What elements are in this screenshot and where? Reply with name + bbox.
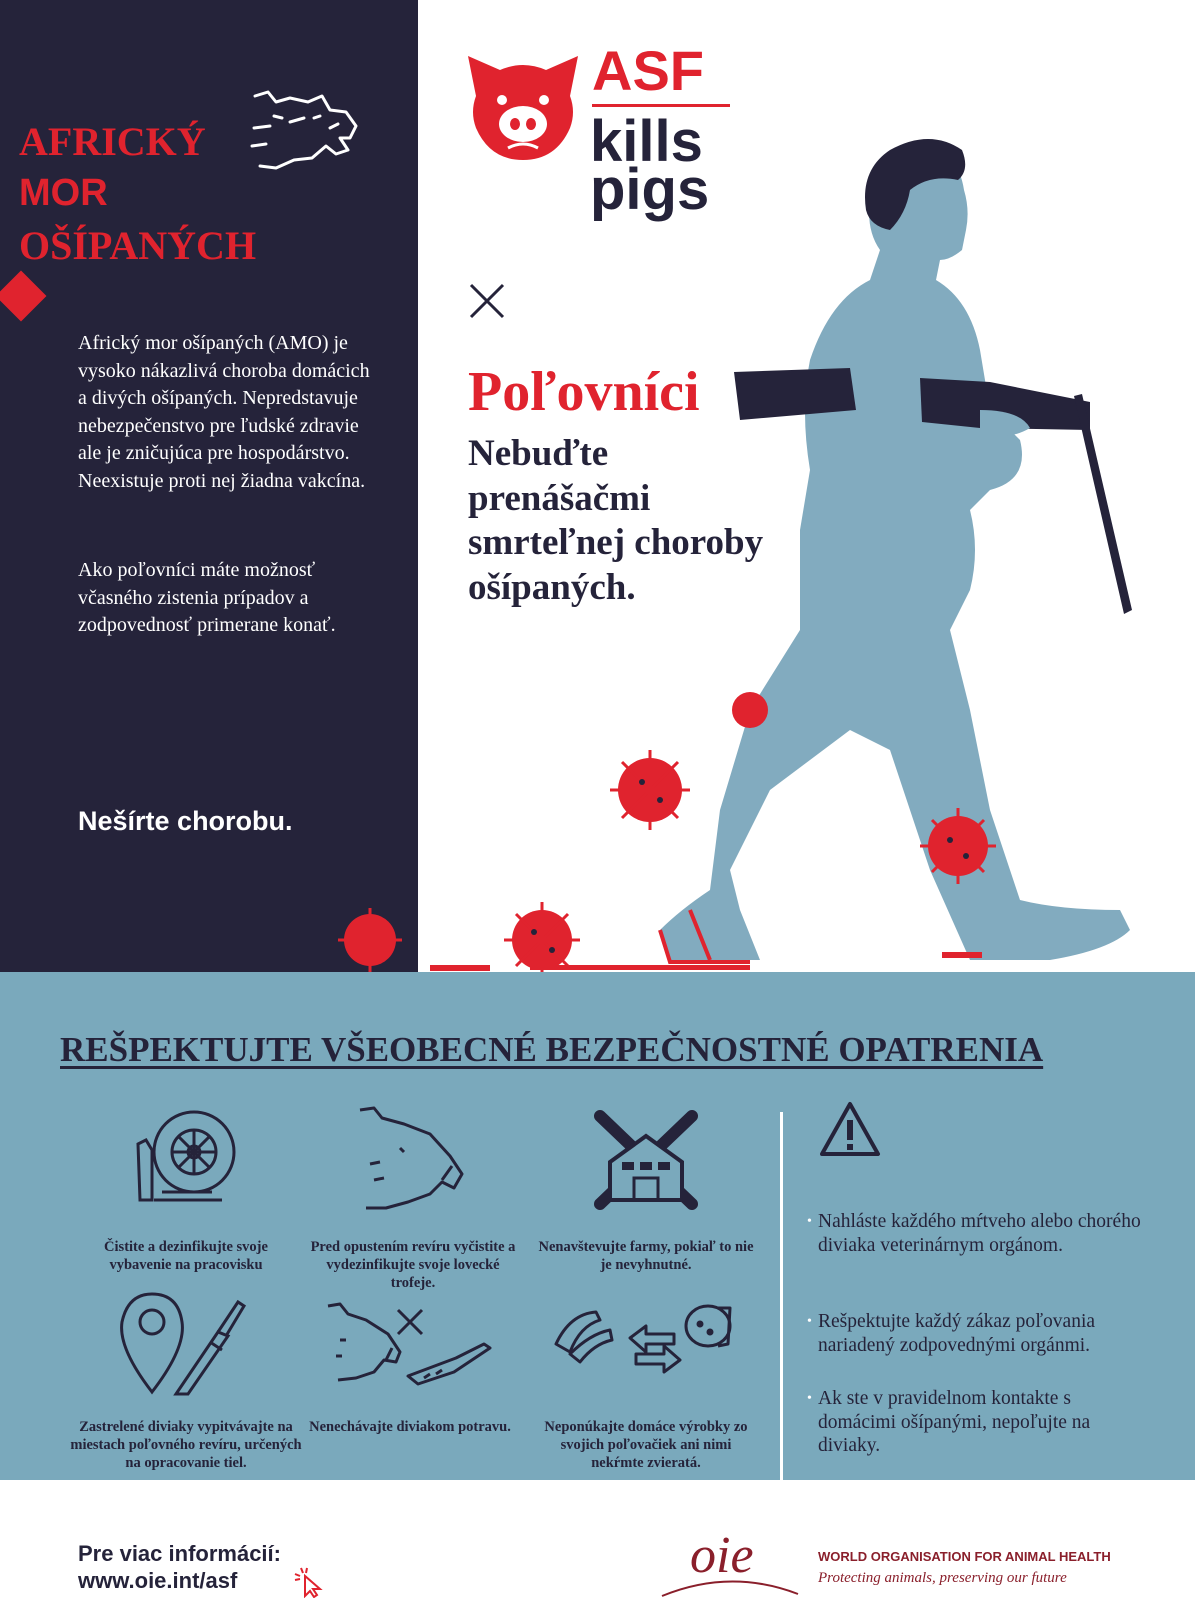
farm-no-entry-icon bbox=[594, 1110, 698, 1210]
no-feeding-icon bbox=[326, 1300, 496, 1400]
notice-1: • Nahláste každého mŕtveho alebo chorého diviaka veterinárnym orgánom. bbox=[818, 1210, 1148, 1257]
tagline: Nebuďte prenášačmi smrteľnej choroby ošípaných. bbox=[468, 433, 764, 608]
cursor-click-icon bbox=[293, 1566, 327, 1598]
notice-3: • Ak ste v pravidelnom kontakte s domácimi ošípanými, nepoľujte na diviaky. bbox=[818, 1387, 1148, 1458]
measure-caption-3: Nenavštevujte farmy, pokiaľ to nie je nevyhnutné. bbox=[538, 1239, 754, 1273]
slogan: Nešírte chorobu. bbox=[78, 806, 293, 836]
title-line-1: AFRICKÝ bbox=[19, 119, 206, 164]
boar-head-icon bbox=[356, 1104, 470, 1214]
logo-pigs: pigs bbox=[590, 157, 710, 222]
title-line-2: MOR bbox=[19, 172, 108, 214]
measure-caption-2: Pred opustením revíru vyčistite a vydezinfikujte svoje lovecké trofeje. bbox=[310, 1239, 516, 1291]
no-exchange-icon bbox=[550, 1304, 732, 1392]
measure-caption-6: Neponúkajte domáce výrobky zo svojich poľovačiek ani nimi nekŕmte zvieratá. bbox=[544, 1419, 748, 1471]
oie-logo-swoosh bbox=[660, 1574, 800, 1598]
org-name: WORLD ORGANISATION FOR ANIMAL HEALTH bbox=[818, 1549, 1111, 1564]
title-line-3: OŠÍPANÝCH bbox=[19, 223, 257, 268]
logo-asf: ASF bbox=[592, 39, 704, 102]
measure-caption-1: Čistite a dezinfikujte svoje vybavenie na pracovisku bbox=[104, 1239, 268, 1273]
notice-2: • Rešpektujte každý zákaz poľovania nariadený zodpovednými orgánmi. bbox=[818, 1310, 1148, 1357]
intro-paragraph-2: Ako poľovníci máte možnosť včasného zistenia prípadov a zodpovednosť primerane konať. bbox=[78, 559, 336, 636]
footer-url-link[interactable]: www.oie.int/asf bbox=[78, 1568, 238, 1593]
measure-caption-5: Nenechávajte diviakom potravu. bbox=[309, 1419, 511, 1435]
measures-title: REŠPEKTUJTE VŠEOBECNÉ BEZPEČNOSTNÉ OPATRENIA bbox=[60, 1030, 1044, 1069]
location-knife-icon bbox=[118, 1292, 248, 1396]
footer-info-label: Pre viac informácií: bbox=[78, 1541, 281, 1566]
logo-rule bbox=[592, 104, 730, 107]
disinfect-equipment-icon bbox=[132, 1104, 242, 1208]
band-divider bbox=[780, 1112, 783, 1480]
org-tagline: Protecting animals, preserving our future bbox=[818, 1570, 1067, 1586]
warning-icon bbox=[818, 1100, 882, 1158]
measure-caption-4: Zastrelené diviaky vypitvávajte na miestach poľovného revíru, určených na opracovanie tiel. bbox=[70, 1419, 302, 1471]
logo-kills: kills bbox=[590, 109, 703, 174]
audience-heading: Poľovníci bbox=[468, 361, 700, 423]
oie-logo: oie bbox=[690, 1527, 754, 1584]
intro-paragraph-1: Africký mor ošípaných (AMO) je vysoko nákazlivá choroba domácich a divých ošípaných. Nepredstavuje nebezpečenstvo pre ľudské zdravie ale je zničujúca pre hospodárstvo. Neexistuje proti nej žiadna vakcína. bbox=[78, 332, 370, 492]
